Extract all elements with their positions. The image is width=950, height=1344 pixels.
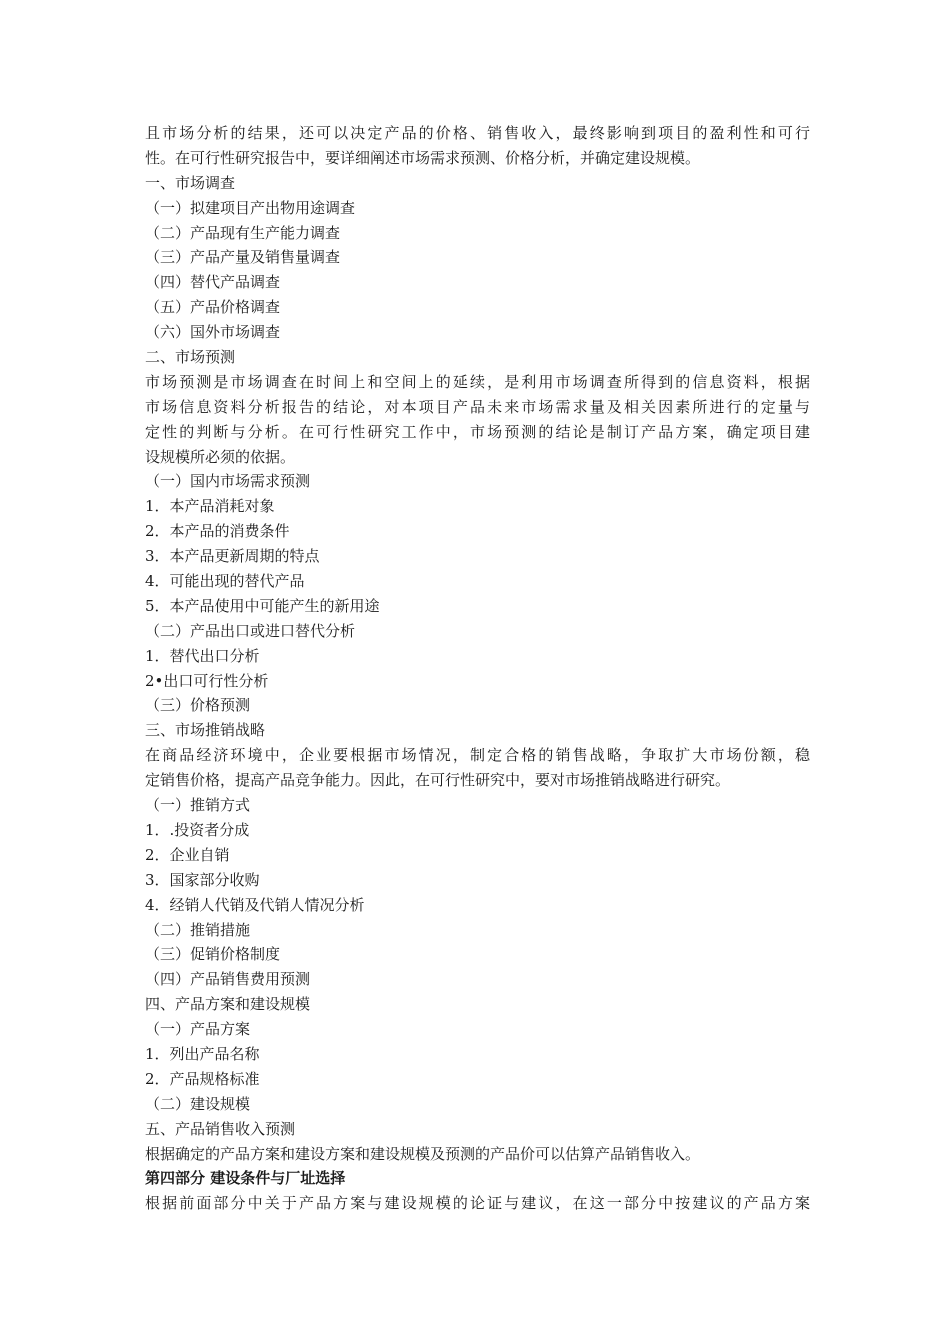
section-heading: 第四部分 建设条件与厂址选择 [145, 1169, 346, 1188]
text-line: 定销售价格，提高产品竞争能力。因此，在可行性研究中，要对市场推销战略进行研究。 [145, 771, 731, 790]
text-line: 一、市场调查 [145, 173, 236, 192]
text-line: 设规模所必须的依据。 [145, 447, 296, 466]
text-line: 1．替代出口分析 [145, 646, 260, 665]
text-line: （二）产品现有生产能力调查 [145, 223, 341, 242]
text-line: 4．可能出现的替代产品 [145, 572, 305, 591]
text-line: 1．列出产品名称 [145, 1044, 260, 1063]
text-line: （四）替代产品调查 [145, 273, 281, 292]
text-line: 市场信息资料分析报告的结论，对本项目产品未来市场需求量及相关因素所进行的定量与 [145, 397, 810, 416]
text-line: 5．本产品使用中可能产生的新用途 [145, 596, 380, 615]
text-line: （三）产品产量及销售量调查 [145, 248, 341, 267]
text-line: 1．.投资者分成 [145, 820, 250, 839]
text-line: 在商品经济环境中，企业要根据市场情况，制定合格的销售战略，争取扩大市场份额，稳 [145, 746, 810, 765]
text-line: （三）价格预测 [145, 696, 251, 715]
text-line: 三、市场推销战略 [145, 721, 266, 740]
text-line: 1．本产品消耗对象 [145, 497, 275, 516]
text-line: 性。在可行性研究报告中，要详细阐述市场需求预测、价格分析，并确定建设规模。 [145, 148, 701, 167]
text-line: 2．企业自销 [145, 845, 230, 864]
text-line: （六）国外市场调查 [145, 323, 281, 342]
text-line: （二）产品出口或进口替代分析 [145, 621, 356, 640]
text-line: 2．产品规格标准 [145, 1069, 260, 1088]
text-line: 2•出口可行性分析 [145, 671, 269, 690]
document-page [145, 121, 810, 1216]
text-line: （一）国内市场需求预测 [145, 472, 311, 491]
text-line: （五）产品价格调查 [145, 298, 281, 317]
text-line: 定性的判断与分析。在可行性研究工作中，市场预测的结论是制订产品方案，确定项目建 [145, 422, 810, 441]
text-line: 4．经销人代销及代销人情况分析 [145, 895, 365, 914]
text-line: 3．国家部分收购 [145, 870, 260, 889]
text-line: 且市场分析的结果，还可以决定产品的价格、销售收入，最终影响到项目的盈利性和可行 [145, 124, 810, 142]
text-line: 根据前面部分中关于产品方案与建设规模的论证与建议，在这一部分中按建议的产品方案 [145, 1194, 810, 1213]
text-line: （一）推销方式 [145, 796, 251, 815]
text-line: 四、产品方案和建设规模 [145, 995, 311, 1014]
text-line: （一）产品方案 [145, 1020, 251, 1039]
text-line: 根据确定的产品方案和建设方案和建设规模及预测的产品价可以估算产品销售收入。 [145, 1144, 701, 1163]
text-line: （三）促销价格制度 [145, 945, 281, 964]
text-line: （二）建设规模 [145, 1094, 251, 1113]
text-line: 市场预测是市场调查在时间上和空间上的延续，是利用市场调查所得到的信息资料，根据 [145, 372, 810, 391]
text-line: （一）拟建项目产出物用途调查 [145, 198, 356, 217]
text-line: 二、市场预测 [145, 348, 236, 367]
text-line: （四）产品销售费用预测 [145, 970, 311, 989]
text-line: （二）推销措施 [145, 920, 251, 939]
text-line: 2．本产品的消费条件 [145, 522, 290, 541]
text-line: 3．本产品更新周期的特点 [145, 547, 320, 566]
text-line: 五、产品销售收入预测 [145, 1119, 296, 1138]
